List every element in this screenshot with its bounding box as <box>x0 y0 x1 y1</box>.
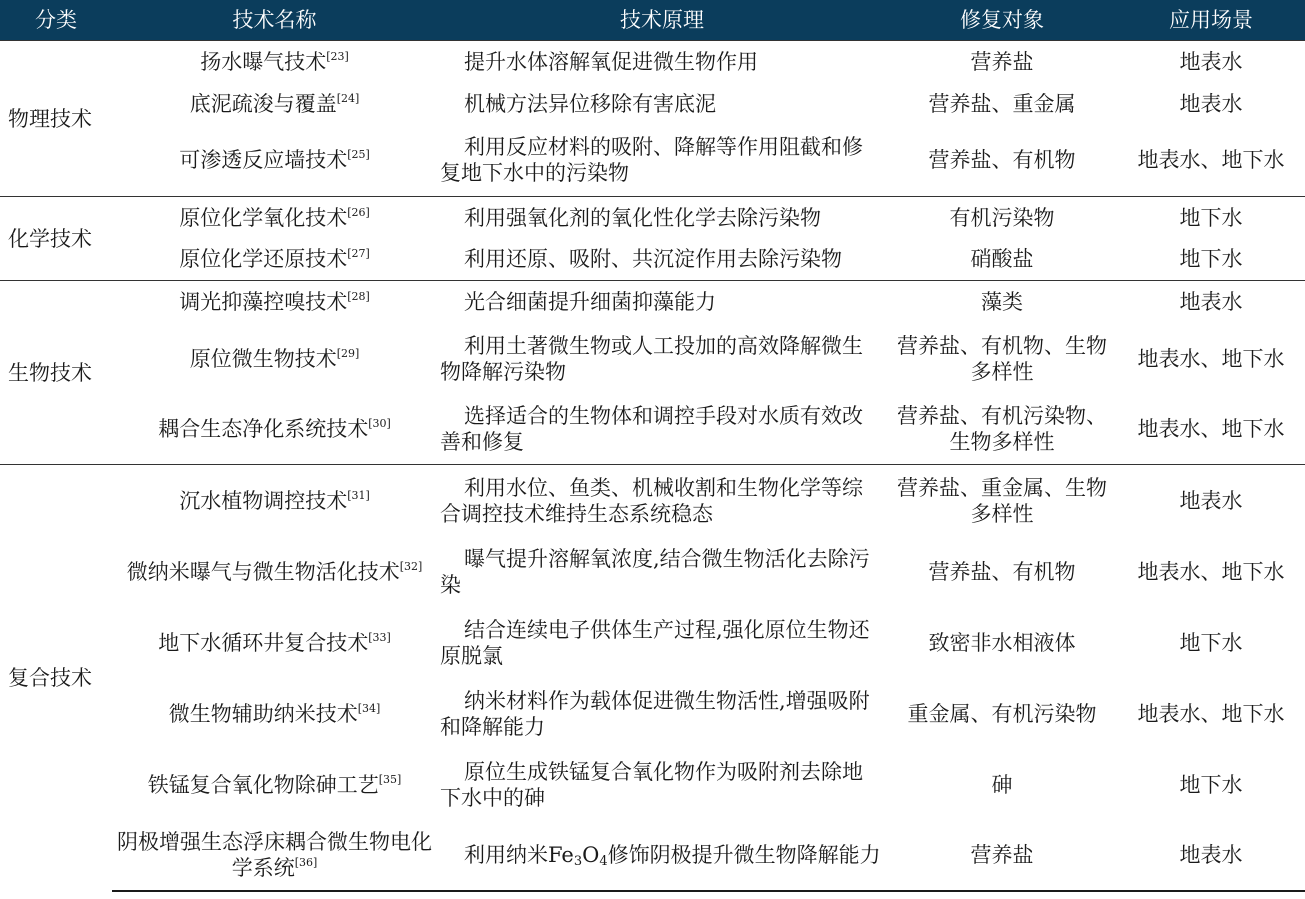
header-principle: 技术原理 <box>437 0 887 41</box>
tech-principle: 选择适合的生物体和调控手段对水质有效改善和修复 <box>440 404 863 455</box>
table-row <box>0 607 1305 679</box>
tech-name: 阴极增强生态浮床耦合微生物电化学系统[36] <box>112 821 437 891</box>
table-row <box>0 323 1305 395</box>
tech-scenario: 地表水、地下水 <box>1137 147 1285 172</box>
tech-scenario: 地表水、地下水 <box>1137 346 1285 371</box>
tech-target: 营养盐 <box>887 41 1117 84</box>
tech-target: 营养盐、重金属 <box>928 91 1076 116</box>
table-row <box>0 821 1305 891</box>
group-physical: 物理技术 <box>0 41 112 197</box>
header-target: 修复对象 <box>887 0 1117 41</box>
tech-name: 沉水植物调控技术[31] <box>112 465 437 537</box>
header-scenario: 应用场景 <box>1117 0 1305 41</box>
tech-target: 藻类 <box>887 281 1117 323</box>
tech-scenario: 地表水、地下水 <box>1137 417 1285 442</box>
table-row <box>0 537 1305 607</box>
tech-principle: 利用反应材料的吸附、降解等作用阻截和修复地下水中的污染物 <box>440 134 863 185</box>
tech-scenario: 地下水 <box>1179 247 1243 272</box>
tech-principle: 利用水位、鱼类、机械收割和生物化学等综合调控技术维持生态系统稳态 <box>437 465 887 537</box>
tech-principle: 结合连续电子供体生产过程,强化原位生物还原脱氯 <box>440 617 870 668</box>
tech-scenario: 地下水 <box>1179 630 1243 655</box>
tech-name: 可渗透反应墙技术[25] <box>179 147 370 172</box>
tech-name: 铁锰复合氧化物除砷工艺[35] <box>147 772 402 797</box>
tech-scenario: 地下水 <box>1117 197 1305 239</box>
tech-target: 营养盐、重金属、生物多样性 <box>887 465 1117 537</box>
tech-scenario: 地表水 <box>1117 465 1305 537</box>
table-row <box>0 124 1305 197</box>
tech-name: 原位化学还原技术[27] <box>179 247 370 272</box>
tech-principle: 利用强氧化剂的氧化性化学去除污染物 <box>437 197 887 239</box>
tech-name: 微生物辅助纳米技术[34] <box>168 701 381 726</box>
tech-target: 有机污染物 <box>887 197 1117 239</box>
table-row <box>0 281 1305 323</box>
tech-target: 致密非水相液体 <box>928 630 1076 655</box>
tech-scenario: 地下水 <box>1179 772 1243 797</box>
table-row <box>0 465 1305 537</box>
table-row <box>0 197 1305 239</box>
tech-scenario: 地表水 <box>1117 41 1305 84</box>
tech-scenario: 地表水 <box>1179 91 1243 116</box>
group-composite: 复合技术 <box>0 465 112 891</box>
tech-target: 营养盐、有机物、生物多样性 <box>897 333 1107 384</box>
group-chemical: 化学技术 <box>0 197 112 281</box>
tech-principle: 利用纳米$Fe_3O_4$修饰阴极提升微生物降解能力 <box>437 821 887 891</box>
tech-principle: 机械方法异位移除有害底泥 <box>464 91 716 116</box>
header-category: 分类 <box>0 0 112 41</box>
tech-principle: 纳米材料作为载体促进微生物活性,增强吸附和降解能力 <box>440 688 870 739</box>
tech-name: 地下水循环井复合技术[33] <box>158 630 391 655</box>
tech-target: 营养盐、有机物 <box>928 147 1076 172</box>
tech-principle: 光合细菌提升细菌抑藻能力 <box>437 281 887 323</box>
tech-name: 原位微生物技术[29] <box>189 346 360 371</box>
tech-name: 耦合生态净化系统技术[30] <box>158 417 391 442</box>
tech-principle: 提升水体溶解氧促进微生物作用 <box>437 41 887 84</box>
tech-principle: 利用土著微生物或人工投加的高效降解微生物降解污染物 <box>440 333 863 384</box>
tech-target: 营养盐 <box>887 821 1117 891</box>
tech-name: 调光抑藻控嗅技术[28] <box>112 281 437 323</box>
tech-target: 重金属、有机污染物 <box>907 701 1097 726</box>
tech-name: 底泥疏浚与覆盖[24] <box>189 91 360 116</box>
tech-target: 营养盐、有机污染物、生物多样性 <box>897 404 1107 455</box>
group-biological: 生物技术 <box>0 281 112 465</box>
table-row <box>0 41 1305 84</box>
tech-scenario: 地表水 <box>1117 281 1305 323</box>
tech-principle: 曝气提升溶解氧浓度,结合微生物活化去除污染 <box>440 546 870 597</box>
header-name: 技术名称 <box>112 0 437 41</box>
table-row <box>0 239 1305 281</box>
tech-name: 微纳米曝气与微生物活化技术[32] <box>126 559 423 584</box>
tech-target: 营养盐、有机物 <box>928 559 1076 584</box>
table-row <box>0 749 1305 821</box>
tech-scenario: 地表水 <box>1117 821 1305 891</box>
table-row <box>0 679 1305 749</box>
table-row <box>0 395 1305 465</box>
tech-target: 砷 <box>991 772 1013 797</box>
table-header-row <box>0 0 1305 41</box>
tech-scenario: 地表水、地下水 <box>1137 701 1285 726</box>
tech-principle: 利用还原、吸附、共沉淀作用去除污染物 <box>464 247 842 272</box>
table-row <box>0 84 1305 124</box>
tech-scenario: 地表水、地下水 <box>1137 559 1285 584</box>
tech-name: 扬水曝气技术[23] <box>112 41 437 84</box>
tech-name: 原位化学氧化技术[26] <box>112 197 437 239</box>
tech-target: 硝酸盐 <box>970 247 1034 272</box>
tech-principle: 原位生成铁锰复合氧化物作为吸附剂去除地下水中的砷 <box>440 759 863 810</box>
